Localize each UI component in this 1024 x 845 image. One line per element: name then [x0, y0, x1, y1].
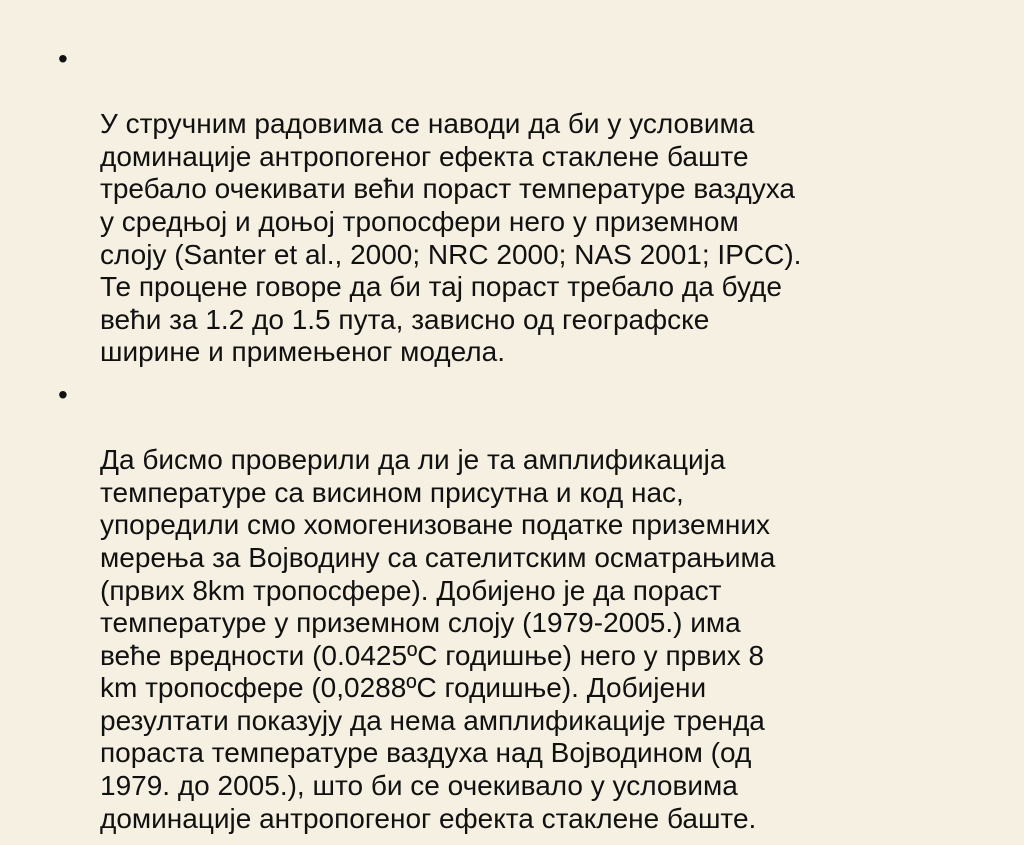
bullet-item-2 [58, 379, 968, 835]
bullet-list [58, 43, 968, 845]
bullet-item-1 [58, 43, 968, 369]
bullet-icon: • [58, 378, 68, 410]
bullet-text-2: Да бисмо проверили да ли је та амплификација температуре са висином присутна и код нас, упоредили смо хомогенизоване податке приземних мерења за Војводину са сателитским осматрањима (првих 8km тропосфере). Добијено је да пораст температуре у приземном слоју (1979-2005.) има веће вредности (0.0425ºC годишње) него у првих 8 km тропосфере (0,0288ºC годишње). Добијени резултати показују да нема амплификације тренда пораста температуре ваздуха над Војводином (од 1979. до 2005.), што би се очекивало у условима доминације антропогеног ефекта стаклене баште. [100, 444, 776, 834]
bullet-text-1: У стручним радовима се наводи да би у условима доминације антропогеног ефекта стаклене баште требало очекивати већи пораст температуре ваздуха у средњој и доњој тропосфери него у приземном слоју (Santer et al., 2000; NRC 2000; NAS 2001; IPCC). Те процене говоре да би тај пораст требало да буде већи за 1.2 до 1.5 пута, зависно од географске ширине и примењеног модела. [100, 108, 802, 368]
bullet-icon: • [58, 43, 68, 74]
